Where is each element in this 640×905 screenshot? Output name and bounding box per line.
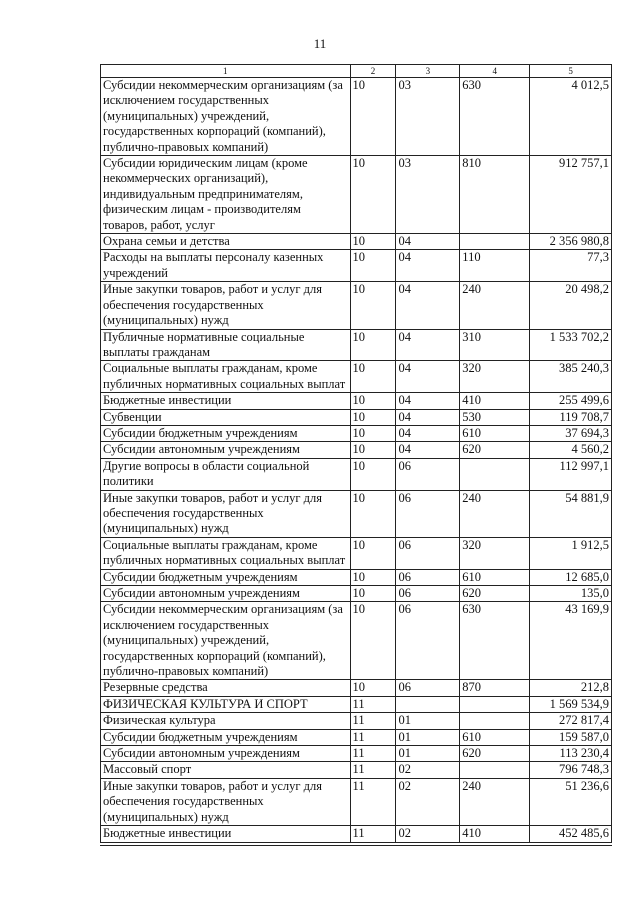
row-subsection-code: 03 bbox=[396, 78, 460, 156]
row-amount: 1 912,5 bbox=[530, 537, 612, 569]
row-section-code: 10 bbox=[350, 361, 396, 393]
table-row bbox=[101, 282, 612, 329]
row-section-code: 10 bbox=[350, 250, 396, 282]
row-amount: 113 230,4 bbox=[530, 746, 612, 762]
row-subsection-code: 06 bbox=[396, 537, 460, 569]
row-expense-type-code: 610 bbox=[460, 569, 530, 585]
row-subsection-code: 04 bbox=[396, 282, 460, 329]
row-amount: 385 240,3 bbox=[530, 361, 612, 393]
row-expense-type-code: 610 bbox=[460, 729, 530, 745]
row-expense-type-code bbox=[460, 458, 530, 490]
row-expense-type-code bbox=[460, 696, 530, 712]
row-name: Субсидии юридическим лицам (кроме некоммерческих организаций), индивидуальным предпринимателям, физическим лицам - производителям товаров, работ, услуг bbox=[101, 156, 351, 234]
row-name: Иные закупки товаров, работ и услуг для обеспечения государственных (муниципальных) нужд bbox=[101, 490, 351, 537]
row-name: Иные закупки товаров, работ и услуг для обеспечения государственных (муниципальных) нужд bbox=[101, 778, 351, 825]
row-subsection-code bbox=[396, 696, 460, 712]
table-row bbox=[101, 762, 612, 778]
row-section-code: 10 bbox=[350, 490, 396, 537]
table-row bbox=[101, 490, 612, 537]
row-expense-type-code: 620 bbox=[460, 586, 530, 602]
row-amount: 452 485,6 bbox=[530, 826, 612, 842]
row-section-code: 11 bbox=[350, 778, 396, 825]
row-name: Публичные нормативные социальные выплаты гражданам bbox=[101, 329, 351, 361]
table-row bbox=[101, 696, 612, 712]
row-subsection-code: 04 bbox=[396, 250, 460, 282]
row-name: Субсидии автономным учреждениям bbox=[101, 442, 351, 458]
row-name: Субсидии бюджетным учреждениям bbox=[101, 425, 351, 441]
row-amount: 43 169,9 bbox=[530, 602, 612, 680]
table-row bbox=[101, 409, 612, 425]
row-expense-type-code: 620 bbox=[460, 442, 530, 458]
row-expense-type-code: 410 bbox=[460, 393, 530, 409]
row-amount: 51 236,6 bbox=[530, 778, 612, 825]
row-expense-type-code: 810 bbox=[460, 156, 530, 234]
table-row bbox=[101, 250, 612, 282]
table-row bbox=[101, 156, 612, 234]
table-body bbox=[101, 78, 612, 843]
row-subsection-code: 01 bbox=[396, 746, 460, 762]
row-amount: 255 499,6 bbox=[530, 393, 612, 409]
row-amount: 119 708,7 bbox=[530, 409, 612, 425]
row-section-code: 11 bbox=[350, 713, 396, 729]
row-amount: 12 685,0 bbox=[530, 569, 612, 585]
row-name: Охрана семьи и детства bbox=[101, 234, 351, 250]
header-row bbox=[101, 65, 612, 78]
row-amount: 20 498,2 bbox=[530, 282, 612, 329]
row-subsection-code: 06 bbox=[396, 586, 460, 602]
row-amount: 159 587,0 bbox=[530, 729, 612, 745]
row-name: Расходы на выплаты персоналу казенных учреждений bbox=[101, 250, 351, 282]
row-name: Бюджетные инвестиции bbox=[101, 826, 351, 842]
table-row bbox=[101, 425, 612, 441]
table-row bbox=[101, 458, 612, 490]
budget-table bbox=[100, 64, 612, 843]
row-expense-type-code: 410 bbox=[460, 826, 530, 842]
table-bottom-rule bbox=[100, 845, 612, 846]
row-expense-type-code: 530 bbox=[460, 409, 530, 425]
table-row bbox=[101, 746, 612, 762]
row-subsection-code: 02 bbox=[396, 826, 460, 842]
row-subsection-code: 04 bbox=[396, 442, 460, 458]
table-row bbox=[101, 78, 612, 156]
row-section-code: 10 bbox=[350, 442, 396, 458]
row-amount: 212,8 bbox=[530, 680, 612, 696]
page-number: 11 bbox=[313, 36, 327, 51]
row-expense-type-code: 320 bbox=[460, 537, 530, 569]
row-name: Физическая культура bbox=[101, 713, 351, 729]
table-row bbox=[101, 569, 612, 585]
row-subsection-code: 06 bbox=[396, 680, 460, 696]
row-subsection-code: 04 bbox=[396, 425, 460, 441]
row-section-code: 11 bbox=[350, 746, 396, 762]
row-section-code: 10 bbox=[350, 78, 396, 156]
row-amount: 1 569 534,9 bbox=[530, 696, 612, 712]
row-name: Социальные выплаты гражданам, кроме публичных нормативных социальных выплат bbox=[101, 537, 351, 569]
row-name: Субсидии бюджетным учреждениям bbox=[101, 569, 351, 585]
row-section-code: 10 bbox=[350, 458, 396, 490]
row-subsection-code: 06 bbox=[396, 490, 460, 537]
row-name: Субсидии автономным учреждениям bbox=[101, 746, 351, 762]
row-section-code: 10 bbox=[350, 409, 396, 425]
row-section-code: 11 bbox=[350, 696, 396, 712]
row-name: Субсидии некоммерческим организациям (за исключением государственных (муниципальных) учреждений, государственных корпораций (компаний), публично-правовых компаний) bbox=[101, 602, 351, 680]
row-amount: 77,3 bbox=[530, 250, 612, 282]
row-subsection-code: 04 bbox=[396, 393, 460, 409]
row-expense-type-code: 630 bbox=[460, 78, 530, 156]
row-subsection-code: 06 bbox=[396, 602, 460, 680]
table-row bbox=[101, 361, 612, 393]
table-row bbox=[101, 778, 612, 825]
row-name: Субсидии автономным учреждениям bbox=[101, 586, 351, 602]
row-name: Бюджетные инвестиции bbox=[101, 393, 351, 409]
row-name: Социальные выплаты гражданам, кроме публичных нормативных социальных выплат bbox=[101, 361, 351, 393]
table-row bbox=[101, 393, 612, 409]
row-section-code: 10 bbox=[350, 569, 396, 585]
row-subsection-code: 04 bbox=[396, 361, 460, 393]
table-row bbox=[101, 442, 612, 458]
row-subsection-code: 04 bbox=[396, 234, 460, 250]
row-subsection-code: 02 bbox=[396, 778, 460, 825]
header-col-3: 3 bbox=[396, 65, 460, 78]
row-expense-type-code: 240 bbox=[460, 490, 530, 537]
row-expense-type-code bbox=[460, 713, 530, 729]
row-expense-type-code bbox=[460, 234, 530, 250]
table-row bbox=[101, 586, 612, 602]
table-row bbox=[101, 602, 612, 680]
row-section-code: 10 bbox=[350, 329, 396, 361]
row-amount: 912 757,1 bbox=[530, 156, 612, 234]
row-section-code: 10 bbox=[350, 393, 396, 409]
row-subsection-code: 01 bbox=[396, 729, 460, 745]
row-expense-type-code: 240 bbox=[460, 778, 530, 825]
row-amount: 2 356 980,8 bbox=[530, 234, 612, 250]
table-row bbox=[101, 713, 612, 729]
row-amount: 796 748,3 bbox=[530, 762, 612, 778]
row-amount: 54 881,9 bbox=[530, 490, 612, 537]
row-section-code: 11 bbox=[350, 826, 396, 842]
row-expense-type-code: 320 bbox=[460, 361, 530, 393]
row-amount: 272 817,4 bbox=[530, 713, 612, 729]
row-section-code: 10 bbox=[350, 282, 396, 329]
table-row bbox=[101, 680, 612, 696]
header-col-1: 1 bbox=[101, 65, 351, 78]
row-expense-type-code: 310 bbox=[460, 329, 530, 361]
header-col-4: 4 bbox=[460, 65, 530, 78]
row-subsection-code: 04 bbox=[396, 409, 460, 425]
row-subsection-code: 06 bbox=[396, 458, 460, 490]
table-row bbox=[101, 537, 612, 569]
table-row bbox=[101, 329, 612, 361]
row-expense-type-code: 620 bbox=[460, 746, 530, 762]
row-expense-type-code: 630 bbox=[460, 602, 530, 680]
row-subsection-code: 04 bbox=[396, 329, 460, 361]
row-section-code: 10 bbox=[350, 234, 396, 250]
header-col-5: 5 bbox=[530, 65, 612, 78]
row-expense-type-code: 240 bbox=[460, 282, 530, 329]
row-name: Субсидии некоммерческим организациям (за исключением государственных (муниципальных) учреждений, государственных корпораций (компаний), публично-правовых компаний) bbox=[101, 78, 351, 156]
row-amount: 1 533 702,2 bbox=[530, 329, 612, 361]
row-section-code: 10 bbox=[350, 680, 396, 696]
row-amount: 4 560,2 bbox=[530, 442, 612, 458]
row-name: Резервные средства bbox=[101, 680, 351, 696]
row-name: Субвенции bbox=[101, 409, 351, 425]
row-name: Иные закупки товаров, работ и услуг для обеспечения государственных (муниципальных) нужд bbox=[101, 282, 351, 329]
row-amount: 112 997,1 bbox=[530, 458, 612, 490]
row-subsection-code: 06 bbox=[396, 569, 460, 585]
row-name: Субсидии бюджетным учреждениям bbox=[101, 729, 351, 745]
row-subsection-code: 01 bbox=[396, 713, 460, 729]
row-section-code: 11 bbox=[350, 762, 396, 778]
row-section-code: 10 bbox=[350, 602, 396, 680]
row-name: Массовый спорт bbox=[101, 762, 351, 778]
row-section-code: 10 bbox=[350, 425, 396, 441]
header-col-2: 2 bbox=[350, 65, 396, 78]
row-expense-type-code: 610 bbox=[460, 425, 530, 441]
row-subsection-code: 03 bbox=[396, 156, 460, 234]
row-expense-type-code: 110 bbox=[460, 250, 530, 282]
row-expense-type-code: 870 bbox=[460, 680, 530, 696]
row-amount: 135,0 bbox=[530, 586, 612, 602]
row-name: Другие вопросы в области социальной политики bbox=[101, 458, 351, 490]
table-row bbox=[101, 729, 612, 745]
row-name: ФИЗИЧЕСКАЯ КУЛЬТУРА И СПОРТ bbox=[101, 696, 351, 712]
row-section-code: 11 bbox=[350, 729, 396, 745]
row-amount: 37 694,3 bbox=[530, 425, 612, 441]
row-section-code: 10 bbox=[350, 537, 396, 569]
row-section-code: 10 bbox=[350, 586, 396, 602]
row-section-code: 10 bbox=[350, 156, 396, 234]
row-amount: 4 012,5 bbox=[530, 78, 612, 156]
table-row bbox=[101, 234, 612, 250]
row-subsection-code: 02 bbox=[396, 762, 460, 778]
table-row bbox=[101, 826, 612, 842]
row-expense-type-code bbox=[460, 762, 530, 778]
